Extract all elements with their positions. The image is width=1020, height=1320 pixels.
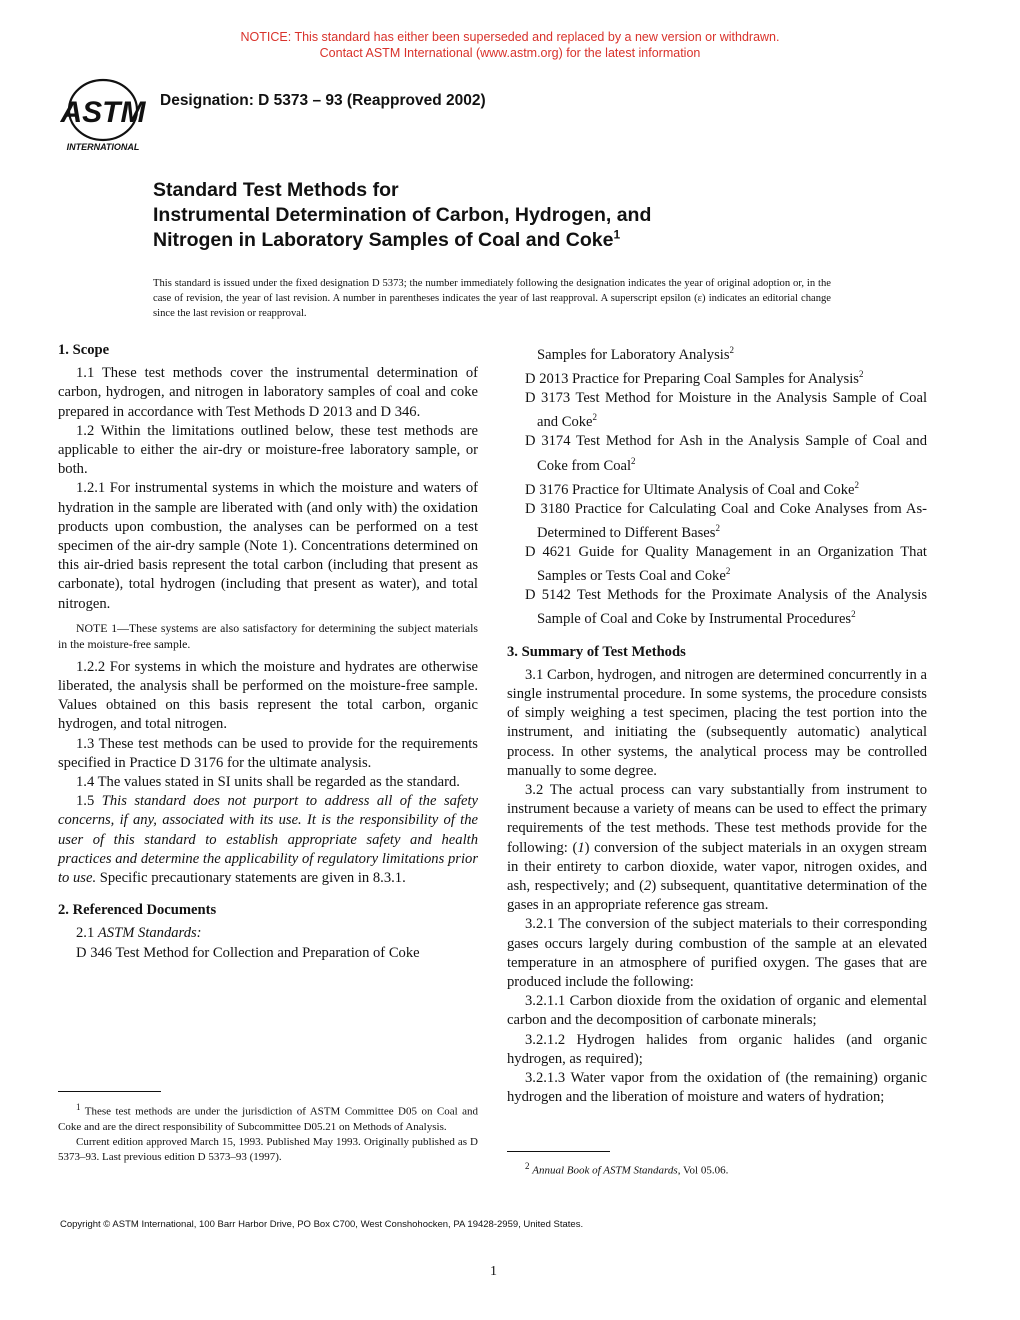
footnote-2 (507, 1159, 927, 1179)
para-3-2-1-3: 3.2.1.3 Water vapor from the oxidation of (the remaining) organic hydrogen and the liberation of moisture and waters of hydration; (507, 1069, 927, 1106)
document-title (153, 178, 873, 253)
title-line-3 (153, 228, 873, 253)
ref-sup: 2 (851, 609, 856, 620)
para-1-2: 1.2 Within the limitations outlined below, these test methods are applicable to either the air-dry or moisture-free laboratory sample, or both. (58, 422, 478, 478)
footnote-rule-right (507, 1151, 610, 1152)
ref-text: D 3173 Test Method for Moisture in the Analysis Sample of Coal and Coke (525, 390, 927, 431)
astm-logo (60, 78, 146, 154)
title-footnote-mark: 1 (613, 227, 621, 242)
ref-text: D 2013 Practice for Preparing Coal Samples for Analysis (525, 370, 859, 387)
ref-item (507, 500, 927, 543)
footnote-1-a (58, 1100, 478, 1135)
para-1-2-2: 1.2.2 For systems in which the moisture and hydrates are otherwise liberated, the analysis shall be performed on the moisture-free sample. Values obtained on this basis represent the total carbon, organic hydrogen, and total nitrogen. (58, 658, 478, 733)
para-1-5-tail: Specific precautionary statements are given in 8.3.1. (96, 870, 406, 887)
para-2-1 (58, 924, 478, 943)
ref-item (507, 389, 927, 432)
ref-d346-continued (507, 341, 927, 365)
ref-text: D 3174 Test Method for Ash in the Analysis Sample of Coal and Coke from Coal (525, 433, 927, 474)
astm-logo-icon (60, 78, 146, 154)
ref-item (507, 586, 927, 629)
footnote-2-mark: 2 (525, 1161, 530, 1171)
para-3-2-1-2: 3.2.1.2 Hydrogen halides from organic halides (and organic hydrogen, as required); (507, 1031, 927, 1067)
ref-item (507, 476, 927, 500)
ref-sup: 2 (715, 522, 720, 533)
ref-d346-cont-text: Samples for Laboratory Analysis (537, 346, 730, 363)
para-3-2-i1: 1 (577, 839, 585, 856)
footnote-rule-left (58, 1091, 161, 1092)
para-2-1-italic: ASTM Standards: (97, 925, 202, 942)
para-1-2-1: 1.2.1 For instrumental systems in which the moisture and waters of hydration in the sample are liberated with (and only with) the oxidation products upon combustion, the analyses can be performed on a test specimen of the air-dry sample (Note 1). Concentrations determined on this air-dried basis represent the total carbon (including that present as carbonate), total hydrogen (including that present as water), and total nitrogen. (58, 480, 478, 612)
ref-item (507, 365, 927, 389)
ref-sup: 2 (854, 479, 860, 490)
footnote-2-italic: Annual Book of ASTM Standards (532, 1164, 678, 1177)
ref-sup: 2 (592, 412, 598, 423)
para-3-2 (507, 781, 927, 915)
ref-sup: 2 (858, 369, 864, 380)
notice-line-2: Contact ASTM International (www.astm.org) for the latest information (319, 46, 701, 60)
footnote-1-mark: 1 (76, 1102, 81, 1112)
para-1-5 (58, 792, 478, 888)
standard-issue-note: This standard is issued under the fixed designation D 5373; the number immediately following the designation indicates the year of original adoption or, in the case of revision, the year of last revision. A number in parentheses indicates the year of last reapproval. A superscript epsilon (ε) indicates an editorial change since the last revision or reapproval. (153, 278, 831, 319)
para-3-2-1: 3.2.1 The conversion of the subject materials to their corresponding gases occurs largely during combustion of the sample at an elevated temperature in an atmosphere of purified oxygen. The gases that are produced include the following: (507, 916, 927, 990)
ref-text: D 3176 Practice for Ultimate Analysis of Coal and Coke (525, 481, 855, 498)
ref-item (507, 432, 927, 475)
footnote-1-b: Current edition approved March 15, 1993. Published May 1993. Originally published as D 5373–93. Last previous edition D 5373–93 (1997). (58, 1135, 478, 1163)
designation: Designation: D 5373 – 93 (Reapproved 2002) (160, 92, 486, 109)
ref-text: D 3180 Practice for Calculating Coal and Coke Analyses from As-Determined to Different Bases (525, 500, 927, 541)
footnote-2-line (507, 1159, 927, 1179)
logo-text: ASTM (60, 96, 146, 129)
para-3-2-i2: 2 (644, 877, 652, 894)
para-3-2-c: ) subsequent, quantitative determination of the gases in an appropriate reference gas stream. (507, 877, 927, 914)
ref-sup: 2 (631, 455, 636, 466)
footnote-1 (58, 1100, 478, 1165)
section-2-heading: 2. Referenced Documents (58, 902, 217, 919)
copyright: Copyright © ASTM International, 100 Barr Harbor Drive, PO Box C700, West Conshohocken, PA 19428-2959, United States. (60, 1219, 584, 1230)
title-line-1: Standard Test Methods for (153, 179, 399, 201)
para-1-4: 1.4 The values stated in SI units shall be regarded as the standard. (76, 774, 460, 791)
title-line-2: Instrumental Determination of Carbon, Hydrogen, and (153, 204, 652, 226)
footnote-1-a-text: These test methods are under the jurisdiction of ASTM Committee D05 on Coal and Coke and are the direct responsibility of Subcommittee D05.21 on Methods of Analysis. (58, 1105, 478, 1133)
note-1: NOTE 1—These systems are also satisfactory for determining the subject materials in the moisture-free sample. (58, 620, 478, 651)
footnote-2-tail: , Vol 05.06. (677, 1164, 729, 1177)
para-1-1: 1.1 These test methods cover the instrumental determination of carbon, hydrogen, and nitrogen in laboratory samples of coal and coke prepared in accordance with Test Methods D 2013 and D 346. (58, 365, 478, 420)
page-number: 1 (490, 1264, 497, 1279)
notice-line-1: NOTICE: This standard has either been superseded and replaced by a new version or withdrawn. (240, 30, 780, 44)
section-3-heading: 3. Summary of Test Methods (507, 643, 686, 660)
ref-sup: 2 (725, 566, 731, 577)
ref-text: D 4621 Guide for Quality Management in an Organization That Samples or Tests Coal and Coke (525, 543, 927, 585)
para-2-1-number: 2.1 (76, 925, 98, 942)
para-1-5-number: 1.5 (76, 793, 102, 810)
ref-d346-sup: 2 (729, 345, 735, 355)
ref-d346: D 346 Test Method for Collection and Preparation of Coke (76, 944, 420, 961)
para-1-5-italic: This standard does not purport to address all of the safety concerns, if any, associated with its use. It is the responsibility of the user of this standard to establish appropriate safety and health practices and determine the applicability of regulatory limitations prior to use. (58, 793, 478, 887)
para-3-2-b: ) conversion of the subject materials in an oxygen stream in their entirety to carbon dioxide, water vapor, nitrogen oxides, and ash, respectively; and ( (507, 839, 927, 894)
ref-item (507, 543, 927, 586)
para-1-3: 1.3 These test methods can be used to provide for the requirements specified in Practice D 3176 for the ultimate analysis. (58, 735, 478, 771)
para-3-2-a: 3.2 The actual process can vary substantially from instrument to instrument because a variety of means can be used to effect the primary requirements of the test methods. These test methods provide for the following: ( (507, 781, 927, 856)
logo-subtext: INTERNATIONAL (66, 142, 140, 152)
right-column (507, 341, 927, 1107)
para-3-1: 3.1 Carbon, hydrogen, and nitrogen are determined concurrently in a single instrumental procedure. In some systems, the procedure consists of simply weighing a test specimen, placing the test portion into the instrument, and initiating the (subsequently automatic) analytical process. In other systems, the analytical process may be controlled manually to some degree. (507, 666, 927, 779)
ref-text: D 5142 Test Methods for the Proximate Analysis of the Analysis Sample of Coal and Coke by Instrumental Procedures (525, 587, 927, 628)
left-column (58, 341, 478, 963)
title-line-3-text: Nitrogen in Laboratory Samples of Coal and Coke (153, 229, 614, 251)
para-3-2-1-1: 3.2.1.1 Carbon dioxide from the oxidation of organic and elemental carbon and the decomposition of carbonate minerals; (507, 993, 927, 1029)
section-1-heading: 1. Scope (58, 342, 110, 358)
